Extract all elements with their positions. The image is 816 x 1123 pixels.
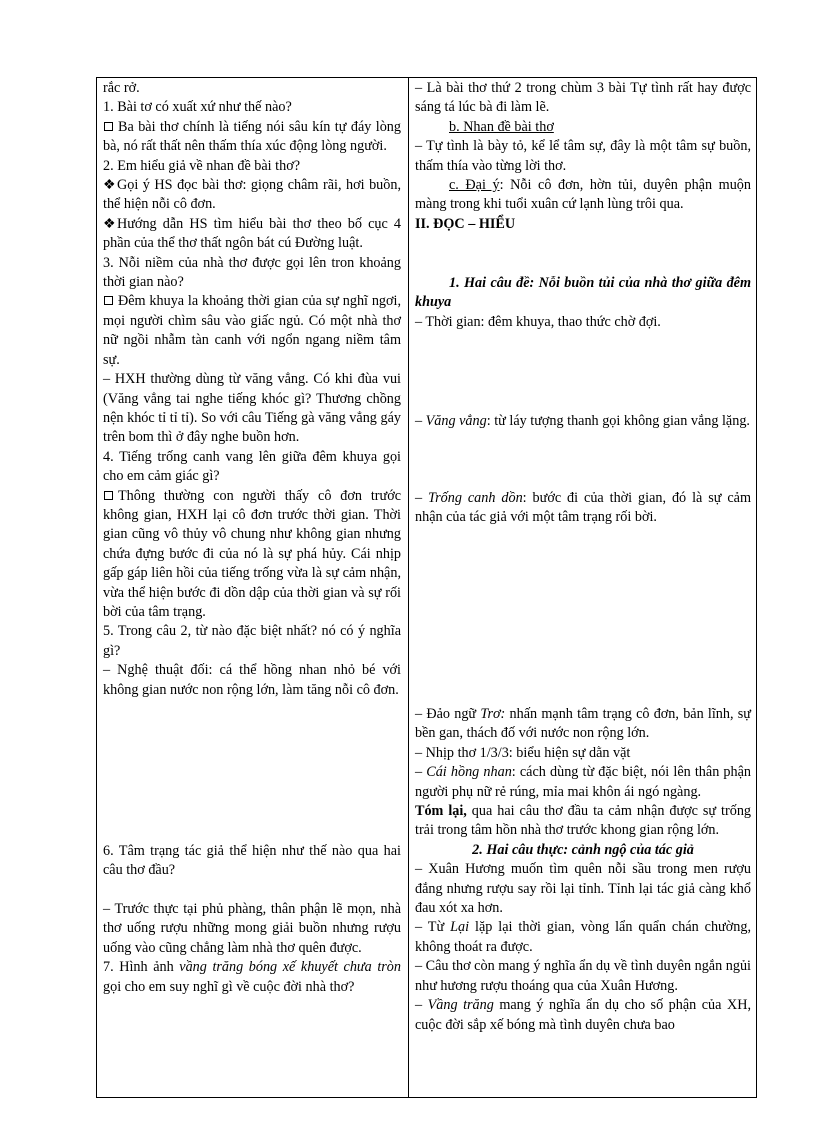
checkbox-square-icon xyxy=(104,122,113,131)
text-line: – Câu thơ còn mang ý nghĩa ẩn dụ về tình duyên ngắn ngủi như hương rượu thoáng qua của Xuân Hương. xyxy=(415,958,751,994)
answer-4: Thông thường con người thấy cô đơn trước không gian, HXH lại cô đơn trước thời gian. Thời gian cũng vô thủy vô chung như không gian nhưng chứa đựng bước đi của nó là sự phá hủy. Cái nhịp gấp gáp liên hồi của tiếng trống vừa là sự cảm nhận, vừa thể hiện bước đi dồn dập của thời gian và sự rối bời của tâm trạng. xyxy=(103,487,401,620)
text-line: – Là bài thơ thứ 2 trong chùm 3 bài Tự tình rất hay được sáng tá lúc bà đi làm lẽ. xyxy=(415,80,751,116)
text-line: – Trống canh dồn: bước đi của thời gian, đó là sự cảm nhận của tác giả với một tâm trạng rối bời. xyxy=(415,490,752,526)
checkbox-square-icon xyxy=(104,296,113,305)
summary: Tóm lại, qua hai câu thơ đầu ta cảm nhận được sự trống trải trong tâm hồn nhà thơ trước khong gian rộng lớn. xyxy=(415,803,752,839)
guide-1: ❖Gọi ý HS đọc bài thơ: giọng châm rãi, hơi buồn, thể hiện nỗi cô đơn. xyxy=(103,177,401,213)
text-line: – Đảo ngữ Trơ: nhấn mạnh tâm trạng cô đơn, bản lĩnh, sự bền gan, thách đố với nước non rộng lớn. xyxy=(415,706,751,742)
question-2: 2. Em hiểu giả về nhan đề bài thơ? xyxy=(103,157,301,174)
text-line: – Văng vẳng: từ láy tượng thanh gọi không gian vắng lặng. xyxy=(415,413,750,429)
question-4: 4. Tiếng trống canh vang lên giữa đêm khuya gọi cho em cảm giác gì? xyxy=(103,448,401,485)
text-line: – Thời gian: đêm khuya, thao thức chờ đợi. xyxy=(415,313,661,330)
checkbox-square-icon xyxy=(104,491,113,500)
text-line: rắc rở. xyxy=(103,80,140,96)
answer-3: Đêm khuya la khoảng thời gian của sự nghĩ ngơi, mọi người chìm sâu vào giấc ngủ. Có một nhà thơ nữ ngồi nhẫm tàn canh với ngổn ngang niềm tâm sự. xyxy=(103,293,401,368)
subheading-1: 1. Hai câu đề: Nỗi buồn tủi của nhà thơ giữa đêm khuya xyxy=(415,275,751,311)
section-heading: II. ĐỌC – HIỂU xyxy=(415,215,516,232)
question-5: 5. Trong câu 2, từ nào đặc biệt nhất? nó có ý nghĩa gì? xyxy=(103,623,401,659)
answer-6: – Trước thực tại phủ phàng, thân phận lẽ mọn, nhà thơ uống rượu những mong giải buồn nhưng rượu uống vào cũng chẳng làm nhà thơ quên được. xyxy=(103,901,401,956)
text-line: – Nhịp thơ 1/3/3: biểu hiện sự dằn vặt xyxy=(415,744,631,761)
body-b: – Tự tình là bày tỏ, kể lể tâm sự, đây là một tâm sự buồn, thấm thía vào từng lời thơ. xyxy=(415,138,751,174)
guide-2: ❖Hướng dẫn HS tìm hiểu bài thơ theo bố cục 4 phần của thể thơ thất ngôn bát cú Đường luật. xyxy=(103,215,401,252)
question-6: 6. Tâm trạng tác giả thể hiện như thế nào qua hai câu thơ đầu? xyxy=(103,843,401,879)
heading-c: c. Đại ý: Nỗi cô đơn, hờn tủi, duyên phận muộn màng trong khi tuổi xuân cứ lạnh lùng trôi qua. xyxy=(415,177,751,213)
question-1: 1. Bài tơ có xuất xứ như thế nào? xyxy=(103,99,292,116)
note-hxh: – HXH thường dùng từ văng vẳng. Có khi đùa vui (Văng vẳng tai nghe tiếng khóc gì? Thương chồng nện khóc tỉ tỉ tỉ). So với câu Tiếng gà văng vẳng gáy trên bom thì ở đây nghe buồn hơn. xyxy=(103,371,401,446)
question-3: 3. Nỗi niềm của nhà thơ được gọi lên tron khoảng thời gian nào? xyxy=(103,254,401,291)
diamond-bullet-icon: ❖ xyxy=(103,177,116,194)
heading-b: b. Nhan đề bài thơ xyxy=(449,118,554,135)
question-7: 7. Hình ảnh vầng trăng bóng xế khuyết chưa tròn gọi cho em suy nghĩ gì về cuộc đời nhà thơ? xyxy=(103,959,401,995)
text-line: – Cái hồng nhan: cách dùng từ đặc biệt, nói lên thân phận người phụ nữ rẻ rúng, mỉa mai khôn ái ngó ngàng. xyxy=(415,764,752,800)
lesson-table xyxy=(96,77,757,1098)
text-line: – Vầng trăng mang ý nghĩa ẩn dụ cho số phận của XH, cuộc đời sắp xế bóng mà tình duyên chưa bao xyxy=(415,997,751,1033)
answer-1: Ba bài thơ chính là tiếng nói sâu kín tự đáy lòng bà, nó rất thất nên thấm thía xúc động lòng người. xyxy=(103,118,401,155)
column-divider xyxy=(408,78,409,1097)
subheading-2: 2. Hai câu thực: cảnh ngộ của tác giả xyxy=(472,841,694,858)
text-line: – Xuân Hương muốn tìm quên nỗi sầu trong men rượu đắng nhưng rượu say rồi lại tỉnh. Tỉnh lại tác giả càng khổ đau xót xa hơn. xyxy=(415,861,751,917)
answer-5: – Nghệ thuật đối: cá thể hồng nhan nhỏ bé với không gian nước non rộng lớn, làm tăng nỗi cô đơn. xyxy=(103,662,401,698)
diamond-bullet-icon: ❖ xyxy=(103,215,116,232)
text-line: – Từ Lại lặp lại thời gian, vòng lẩn quẩn chán chường, không thoát ra được. xyxy=(415,919,751,955)
